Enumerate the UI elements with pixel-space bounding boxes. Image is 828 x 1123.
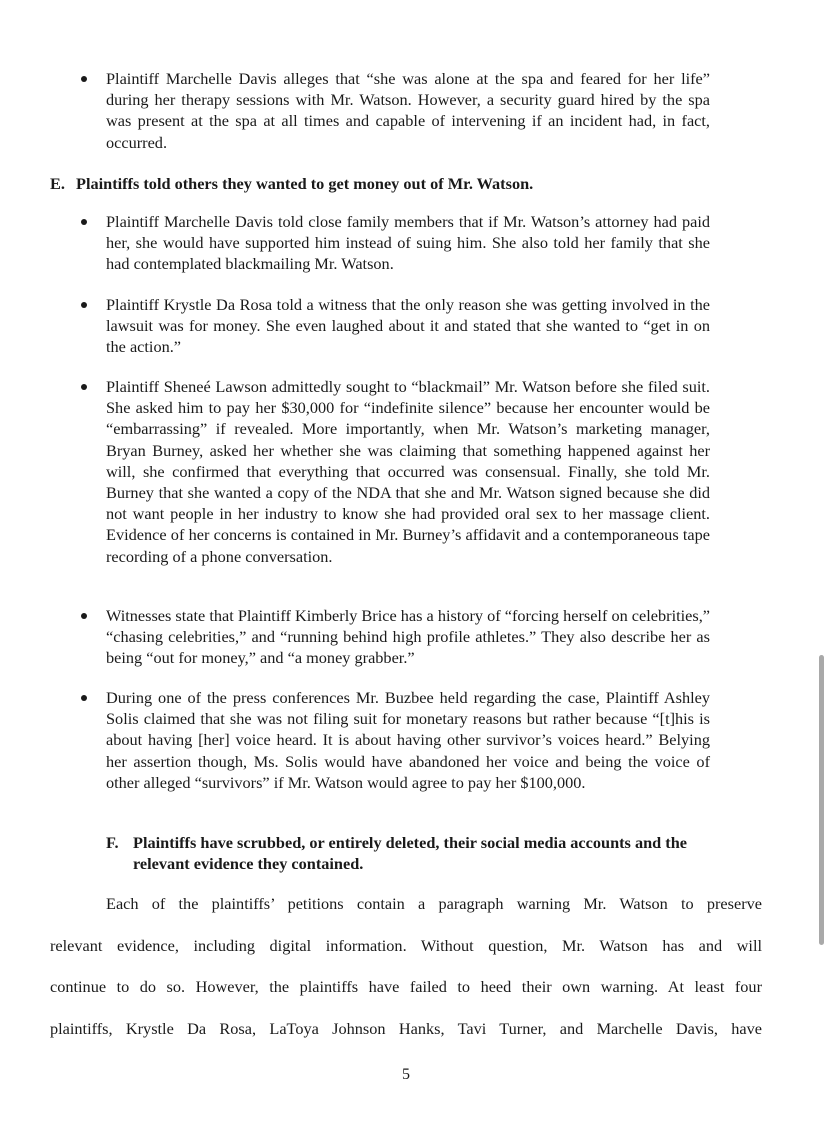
bullet-text: Plaintiff Sheneé Lawson admittedly sought to “blackmail” Mr. Watson before she filed suit. She asked him to pay her $30,000 for “indefinite silence” because her encounter would be “embarrassing” if revealed. More importantly, when Mr. Watson’s marketing manager, Bryan Burney, asked her whether she was claiming that something happened against her will, she confirmed that everything that occurred was consensual. Finally, she told Mr. Burney that she wanted a copy of the NDA that she and Mr. Watson signed because she did not want people in her industry to know she had provided oral sex to her massage client. Evidence of her concerns is contained in Mr. Burney’s affidavit and a contemporaneous tape recording of a phone conversation. — [106, 377, 710, 566]
list-item — [106, 687, 710, 793]
list-item — [106, 294, 710, 358]
bullet-text: Plaintiff Marchelle Davis told close family members that if Mr. Watson’s attorney had paid her, she would have supported him instead of suing him. She also told her family that she had contemplated blackmailing Mr. Watson. — [106, 212, 710, 274]
section-e-label: E. — [50, 174, 65, 193]
section-e-bullet-list — [106, 605, 710, 669]
body-paragraph — [50, 893, 762, 1059]
paragraph-line: Each of the plaintiffs’ petitions contain a paragraph warning Mr. Watson to preserve — [106, 894, 762, 913]
bullet-icon — [81, 302, 87, 308]
paragraph-line: plaintiffs, Krystle Da Rosa, LaToya Johnson Hanks, Tavi Turner, and Marchelle Davis, have — [50, 1018, 762, 1038]
paragraph-line: continue to do so. However, the plaintiffs have failed to heed their own warning. At least four — [50, 977, 762, 996]
section-e-heading — [50, 173, 533, 194]
page-number: 5 — [402, 1066, 410, 1083]
section-e-bullet-list — [106, 687, 710, 793]
bullet-icon — [81, 384, 87, 390]
section-f-title-line-2: relevant evidence they contained. — [133, 854, 364, 873]
scrollbar[interactable] — [819, 655, 824, 945]
section-e-title: Plaintiffs told others they wanted to get money out of Mr. Watson. — [76, 174, 534, 193]
section-f-heading — [106, 832, 766, 874]
section-e-bullet-list — [106, 294, 710, 358]
list-item — [106, 68, 710, 153]
bullet-text: Witnesses state that Plaintiff Kimberly Brice has a history of “forcing herself on celebrities,” “chasing celebrities,” and “running behind high profile athletes.” They also describe her as being “out for money,” and “a money grabber.” — [106, 606, 710, 668]
bullet-icon — [81, 76, 87, 82]
bullet-text: Plaintiff Marchelle Davis alleges that “she was alone at the spa and feared for her life” during her therapy sessions with Mr. Watson. However, a security guard hired by the spa was present at the spa at all times and capable of intervening if an incident had, in fact, occurred. — [106, 69, 710, 152]
bullet-icon — [81, 613, 87, 619]
paragraph-line: relevant evidence, including digital information. Without question, Mr. Watson has and will — [50, 935, 762, 955]
section-e-bullet-list — [106, 211, 710, 275]
bullet-icon — [81, 219, 87, 225]
section-f-label: F. — [106, 833, 119, 852]
list-item — [106, 211, 710, 275]
section-e-bullet-list — [106, 376, 710, 567]
section-f-title-line-1: Plaintiffs have scrubbed, or entirely deleted, their social media accounts and the — [133, 833, 687, 852]
bullet-text: Plaintiff Krystle Da Rosa told a witness that the only reason she was getting involved in the lawsuit was for money. She even laughed about it and stated that she wanted to “get in on the action.” — [106, 295, 710, 357]
list-item — [106, 605, 710, 669]
list-item — [106, 376, 710, 567]
bullet-icon — [81, 695, 87, 701]
section-d-bullet-list — [106, 68, 710, 153]
bullet-text: During one of the press conferences Mr. Buzbee held regarding the case, Plaintiff Ashley Solis claimed that she was not filing suit for monetary reasons but rather because “[t]his is about having [her] voice heard. It is about having other survivor’s voices heard.” Belying her assertion though, Ms. Solis would have abandoned her voice and being the voice of other alleged “survivors” if Mr. Watson would agree to pay her $100,000. — [106, 688, 710, 792]
